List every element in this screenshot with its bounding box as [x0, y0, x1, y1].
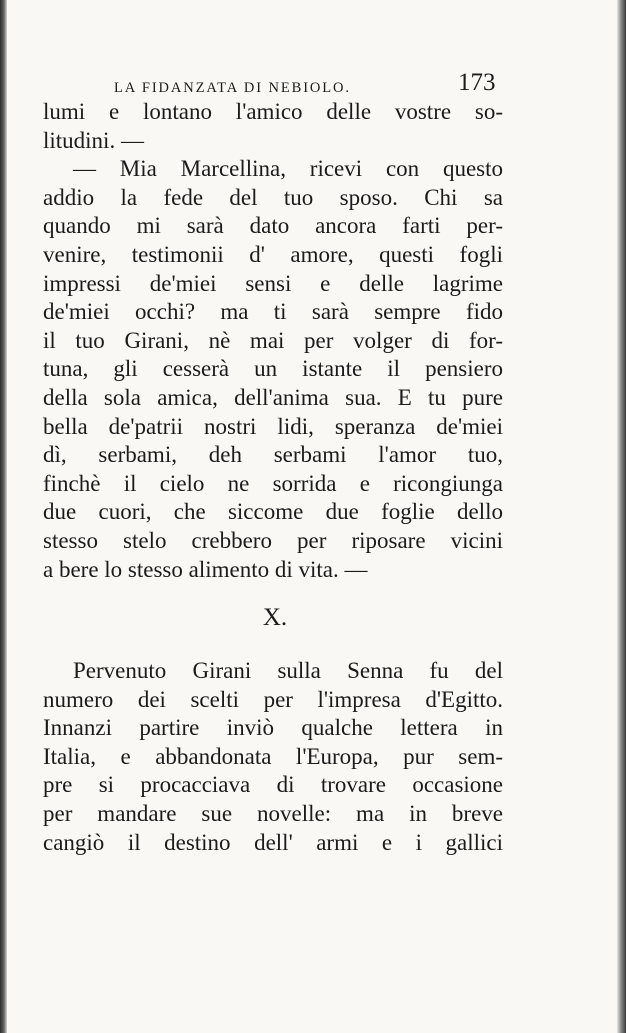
text-line: il tuo Girani, nè mai per volger di for-	[43, 327, 503, 353]
text-line: due cuori, che siccome due foglie dello	[43, 499, 503, 525]
text-line: tuna, gli cesserà un istante il pensiero	[43, 356, 503, 382]
text-line: quando mi sarà dato ancora farti per-	[43, 213, 503, 239]
page-outer-edge	[617, 0, 626, 1033]
text-line: lumi e lontano l'amico delle vostre so-	[43, 99, 503, 124]
text-line: pre si procacciava di trovare occasione	[43, 772, 503, 798]
section-heading: X.	[262, 604, 288, 631]
text-line: venire, testimonii d' amore, questi fogli	[43, 241, 503, 267]
text-line: — Mia Marcellina, ricevi con questo	[73, 156, 503, 182]
text-block-1	[43, 98, 503, 584]
text-line: a bere lo stesso alimento di vita. —	[43, 556, 368, 582]
text-line: impressi de'miei sensi e delle lagrime	[43, 270, 503, 296]
text-line: finchè il cielo ne sorrida e ricongiunga	[43, 470, 503, 496]
text-line: della sola amica, dell'anima sua. E tu pure	[43, 384, 503, 410]
running-head-title: LA FIDANZATA DI NEBIOLO.	[114, 80, 351, 96]
text-line: bella de'patrii nostri lidi, speranza de'miei	[43, 413, 503, 439]
text-line: Innanzi partire inviò qualche lettera in	[43, 715, 503, 741]
text-line: de'miei occhi? ma ti sarà sempre fido	[43, 299, 503, 325]
text-line: stesso stelo crebbero per riposare vicini	[43, 527, 503, 553]
page-binding-edge	[0, 0, 7, 1033]
page-number: 173	[458, 69, 496, 96]
text-line: cangiò il destino dell' armi e i gallici	[43, 829, 503, 855]
text-line: litudini. —	[43, 127, 144, 153]
text-line: Pervenuto Girani sulla Senna fu del	[73, 658, 503, 683]
text-line: Italia, e abbandonata l'Europa, pur sem-	[43, 743, 503, 769]
text-line: numero dei scelti per l'impresa d'Egitto.	[43, 686, 503, 712]
text-line: per mandare sue novelle: ma in breve	[43, 800, 503, 826]
text-line: addio la fede del tuo sposo. Chi sa	[43, 184, 503, 210]
text-block-2	[43, 657, 503, 857]
text-line: dì, serbami, deh serbami l'amor tuo,	[43, 442, 503, 468]
